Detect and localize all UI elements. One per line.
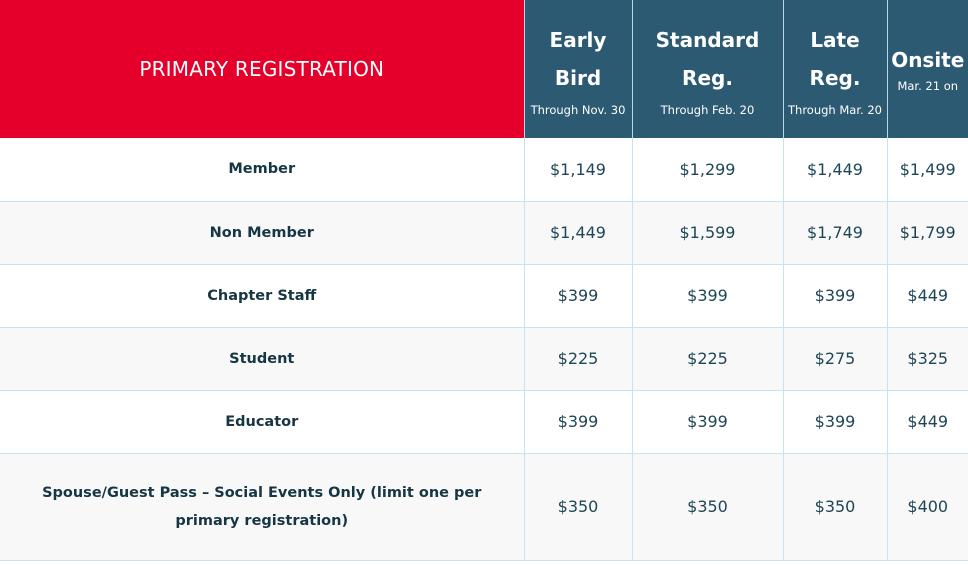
column-deadline: Through Nov. 30 bbox=[530, 103, 626, 117]
price-cell: $449 bbox=[887, 264, 968, 327]
row-label: Member bbox=[0, 138, 524, 201]
price-cell: $1,449 bbox=[783, 138, 887, 201]
table-row bbox=[0, 327, 968, 390]
row-label: Spouse/Guest Pass – Social Events Only (limit one per primary registration) bbox=[0, 453, 524, 560]
column-header-standard-reg bbox=[632, 0, 783, 138]
price-cell: $350 bbox=[783, 453, 887, 560]
price-cell: $325 bbox=[887, 327, 968, 390]
column-header-onsite bbox=[887, 0, 968, 138]
price-cell: $449 bbox=[887, 390, 968, 453]
price-cell: $399 bbox=[632, 264, 783, 327]
column-deadline: Through Feb. 20 bbox=[660, 103, 755, 117]
column-deadline: Mar. 21 on bbox=[897, 79, 959, 93]
price-cell: $1,499 bbox=[887, 138, 968, 201]
price-cell: $225 bbox=[524, 327, 632, 390]
column-name: Early Bird bbox=[549, 28, 607, 90]
price-cell: $1,799 bbox=[887, 201, 968, 264]
price-cell: $350 bbox=[524, 453, 632, 560]
price-cell: $1,149 bbox=[524, 138, 632, 201]
price-cell: $399 bbox=[783, 264, 887, 327]
table-row bbox=[0, 201, 968, 264]
price-cell: $1,749 bbox=[783, 201, 887, 264]
price-cell: $1,449 bbox=[524, 201, 632, 264]
row-label: Non Member bbox=[0, 201, 524, 264]
row-label: Student bbox=[0, 327, 524, 390]
row-label: Educator bbox=[0, 390, 524, 453]
table-title: PRIMARY REGISTRATION bbox=[0, 0, 524, 138]
price-cell: $399 bbox=[524, 390, 632, 453]
column-name: Standard Reg. bbox=[655, 28, 760, 90]
column-header-late-reg bbox=[783, 0, 887, 138]
price-cell: $399 bbox=[524, 264, 632, 327]
price-cell: $1,599 bbox=[632, 201, 783, 264]
column-header-early-bird bbox=[524, 0, 632, 138]
column-name: Onsite bbox=[891, 48, 965, 72]
table-row bbox=[0, 390, 968, 453]
header-row bbox=[0, 0, 968, 138]
column-name: Late Reg. bbox=[809, 28, 861, 90]
table-row bbox=[0, 264, 968, 327]
price-cell: $225 bbox=[632, 327, 783, 390]
price-cell: $399 bbox=[783, 390, 887, 453]
price-cell: $350 bbox=[632, 453, 783, 560]
price-cell: $399 bbox=[632, 390, 783, 453]
price-cell: $1,299 bbox=[632, 138, 783, 201]
price-cell: $400 bbox=[887, 453, 968, 560]
column-deadline: Through Mar. 20 bbox=[788, 103, 882, 117]
table-row bbox=[0, 453, 968, 560]
price-cell: $275 bbox=[783, 327, 887, 390]
row-label: Chapter Staff bbox=[0, 264, 524, 327]
table-row bbox=[0, 138, 968, 201]
